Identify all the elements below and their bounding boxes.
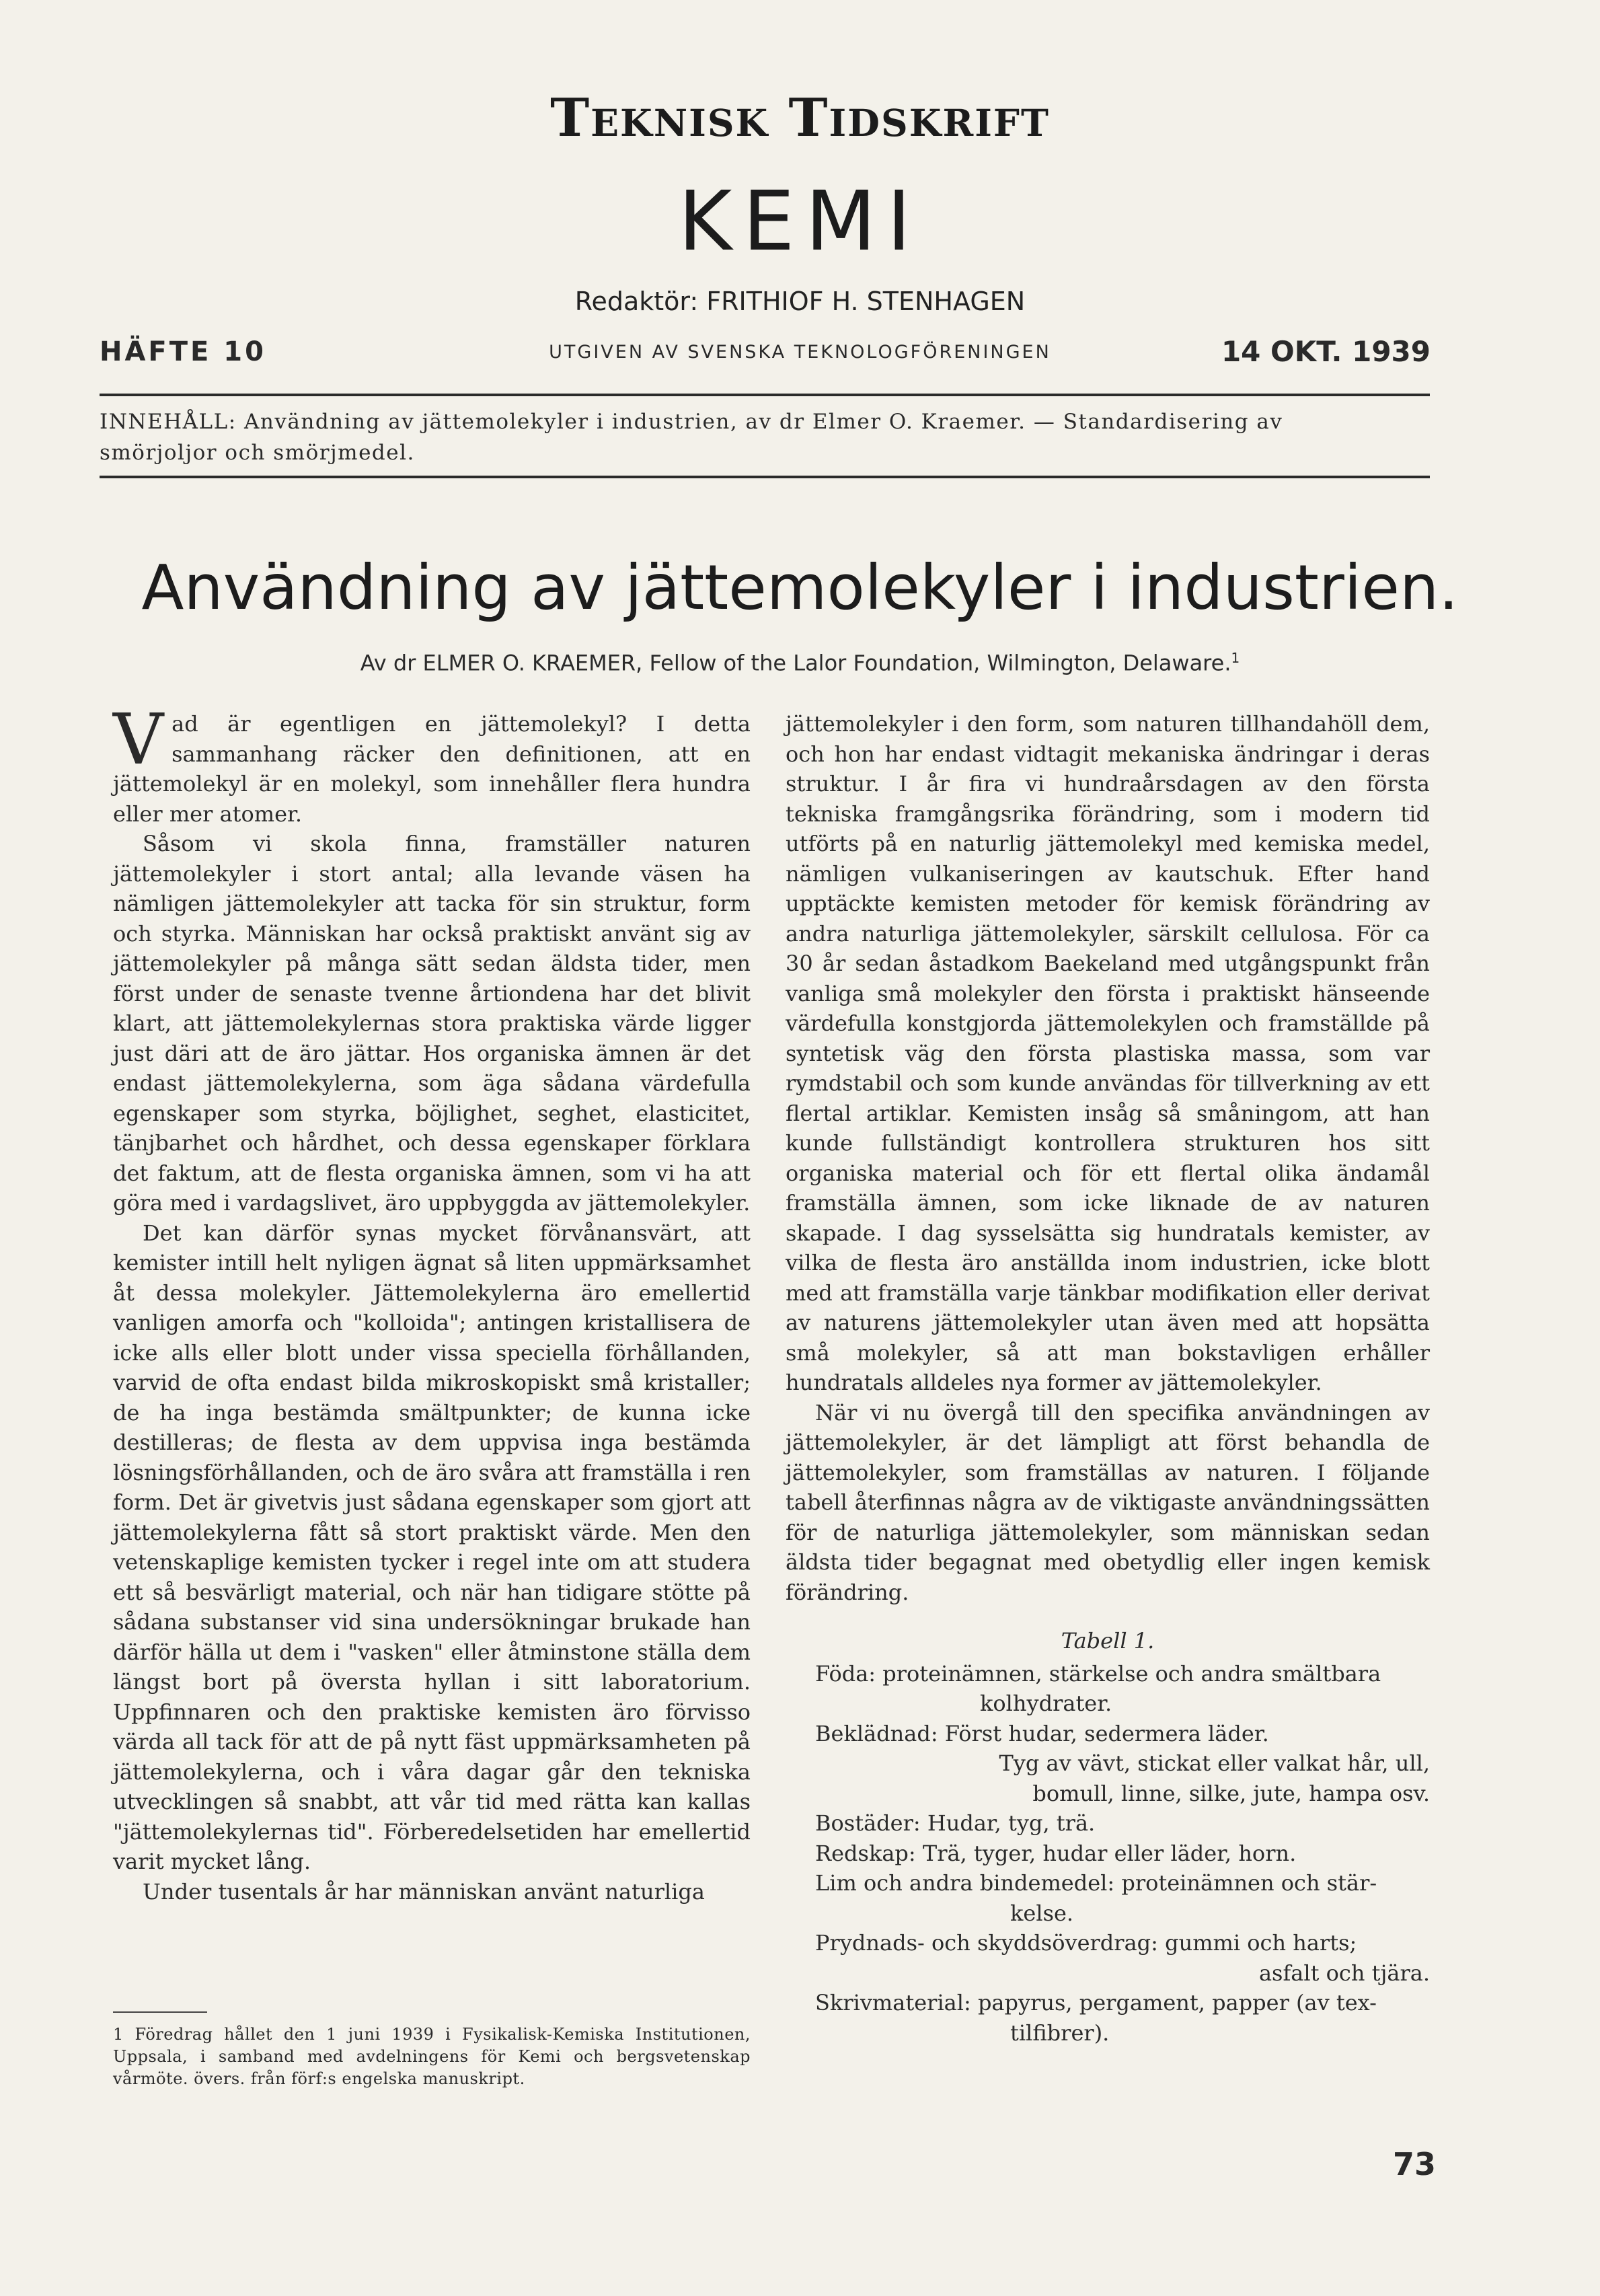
table-row: Beklädnad: Först hudar, sedermera läder. xyxy=(815,1720,1269,1746)
article-title: Användning av jättemolekyler i industrien. xyxy=(141,552,1459,624)
paragraph xyxy=(113,698,751,829)
table-row: Redskap: Trä, tyger, hudar eller läder, horn. xyxy=(815,1840,1297,1866)
table-row-continuation: bomull, linne, silke, jute, hampa osv. xyxy=(1032,1780,1430,1806)
footnote: 1 Föredrag hållet den 1 juni 1939 i Fysikalisk-Kemiska Institutionen, Uppsala, i samband med avdelningens för Kemi och bergsvetenskap vårmöte. övers. från förf:s engelska manuskript. xyxy=(113,2025,751,2088)
issue-date: 14 OKT. 1939 xyxy=(1221,335,1431,368)
page-number: 73 xyxy=(1392,2146,1436,2182)
journal-title: Teknisk Tidskrift xyxy=(550,87,1050,149)
table-row: Föda: proteinämnen, stärkelse och andra smältbara xyxy=(815,1660,1381,1687)
editor-line: Redaktör: FRITHIOF H. STENHAGEN xyxy=(574,287,1026,316)
divider-bottom xyxy=(100,476,1430,478)
paragraph: jättemolekyler i den form, som naturen tillhandahöll dem, och hon har endast vidtagit mekaniska ändringar i deras struktur. I år fira vi hundraårsdagen av den första tekniska framgångsrika förändring, som i modern tid utförts på en naturlig jättemolekyl med kemiska medel, nämligen vulkaniseringen av kautschuk. Efter hand upptäckte kemisten metoder för kemisk förändring av andra naturliga jättemolekyler, särskilt cellulosa. För ca 30 år sedan åstadkom Baekeland med utgångspunkt från vanliga små molekyler den första i praktiskt hänseende värdefulla konstgjorda jättemolekylen och framställde på syntetisk väg den första plastiska massa, som var rymdstabil och som kunde användas för tillverkning av ett flertal artiklar. Kemisten insåg så småningom, att han kunde fullständigt kontrollera strukturen hos sitt organiska material och för ett flertal olika ändamål framställa ämnen, som icke liknade de av naturen skapade. I dag sysselsätta sig hundratals kemister, av vilka de flesta äro anställda inom industrien, icke blott med att framställa varje tänkbar modifikation eller derivat av naturens jättemolekyler utan även med att hopsätta små molekyler, så att man bokstavligen erhåller hundratals alldeles nya former av jättemolekyler. xyxy=(786,711,1430,1395)
contents-line-1: INNEHÅLL: Användning av jättemolekyler i industrien, av dr Elmer O. Kraemer. — Standardisering av xyxy=(100,410,1283,434)
right-column xyxy=(786,709,1430,2048)
table-row: Skrivmaterial: papyrus, pergament, papper (av tex- xyxy=(815,1990,1377,2015)
table-row-continuation: asfalt och tjära. xyxy=(1258,1960,1430,1986)
paragraph: Såsom vi skola finna, framställer naturen jättemolekyler i stort antal; alla levande väsen ha nämligen jättemolekyler att tacka för sin struktur, form och styrka. Människan har också praktiskt använt sig av jättemolekyler på många sätt sedan äldsta tider, men först under de senaste tvenne årtiondena har det blivit klart, att jättemolekylernas stora praktiska värde ligger just däri att de äro jättar. Hos organiska ämnen är det endast jättemolekylerna, som äga sådana värdefulla egenskaper som styrka, böjlighet, seghet, elasticitet, tänjbarhet och hårdhet, och dessa egenskaper förklara det faktum, att de flesta organiska ämnen, som vi ha att göra med i vardagslivet, äro uppbyggda av jättemolekyler. xyxy=(113,831,751,1216)
byline-text: Av dr ELMER O. KRAEMER, Fellow of the Lalor Foundation, Wilmington, Delaware. xyxy=(360,650,1231,676)
paragraph: När vi nu övergå till den specifika användningen av jättemolekyler, är det lämpligt att först behandla de jättemolekyler, som framställas av naturen. I följande tabell återfinnas några av de viktigaste användningssätten för de naturliga jättemolekyler, som människan sedan äldsta tider begagnat med obetydlig eller ingen kemisk förändring. xyxy=(786,1399,1430,1605)
footnote-divider xyxy=(113,2011,207,2013)
table-of-contents xyxy=(100,406,1430,468)
issue-number: HÄFTE 10 xyxy=(100,336,266,367)
section-title: KEMI xyxy=(678,174,922,269)
article-byline xyxy=(0,650,1600,676)
table-row-continuation: kolhydrater. xyxy=(980,1691,1112,1716)
divider-top xyxy=(100,394,1430,396)
table-row-continuation: Tyg av vävt, stickat eller valkat hår, ull, xyxy=(999,1750,1430,1776)
contents-line-2: smörjoljor och smörjmedel. xyxy=(100,441,415,465)
table-row-continuation: tilfibrer). xyxy=(1010,2020,1110,2046)
paragraph: Under tusentals år har människan använt naturliga xyxy=(143,1878,705,1904)
left-column xyxy=(113,698,751,1906)
table-row: Bostäder: Hudar, tyg, trä. xyxy=(815,1810,1096,1836)
byline-footnote-marker: 1 xyxy=(1231,650,1240,666)
paragraph-text: ad är egentligen en jättemolekyl? I detta sammanhang räcker den definitionen, att en jättemolekyl är en molekyl, som innehåller flera hundra eller mer atomer. xyxy=(113,711,751,827)
publisher-line: UTGIVEN AV SVENSKA TEKNOLOGFÖRENINGEN xyxy=(549,342,1051,363)
drop-cap: V xyxy=(113,698,164,780)
table-row: Prydnads- och skyddsöverdrag: gummi och harts; xyxy=(815,1930,1357,1956)
paragraph: Det kan därför synas mycket förvånansvärt, att kemister intill helt nyligen ägnat så liten uppmärksamhet åt dessa molekyler. Jättemolekylerna äro emellertid vanligen amorfa och "kolloida"; antingen kristallisera de icke alls eller blott under vissa speciella förhållanden, varvid de ofta endast bilda mikroskopiskt små kristaller; de ha inga bestämda smältpunkter; de kunna icke destilleras; de flesta av dem uppvisa inga bestämda lösningsförhållanden, och de äro svåra att framställa i ren form. Det är givetvis just sådana egenskaper som gjort att jättemolekylerna fått så stort praktiskt värde. Men den vetenskaplige kemisten tycker i regel inte om att studera ett så besvärligt material, och när han tidigare stötte på sådana substanser vid sina undersökningar brukade han därför hälla ut dem i "vasken" eller åtminstone ställa dem längst bort på översta hyllan i sitt laboratorium. Uppfinnaren och den praktiske kemisten äro förvisso värda all tack för att de på nytt fäst uppmärksamheten på jättemolekylerna, och i våra dagar går den tekniska utvecklingen så snabbt, att vår tid med rätta kan kallas "jättemolekylernas tid". Förberedelsetiden har emellertid varit mycket lång. xyxy=(113,1220,751,1874)
table-1 xyxy=(786,1626,1430,2048)
table-row-continuation: kelse. xyxy=(1010,1900,1074,1926)
table-title: Tabell 1. xyxy=(1061,1628,1155,1654)
table-row: Lim och andra bindemedel: proteinämnen och stär- xyxy=(815,1870,1377,1896)
